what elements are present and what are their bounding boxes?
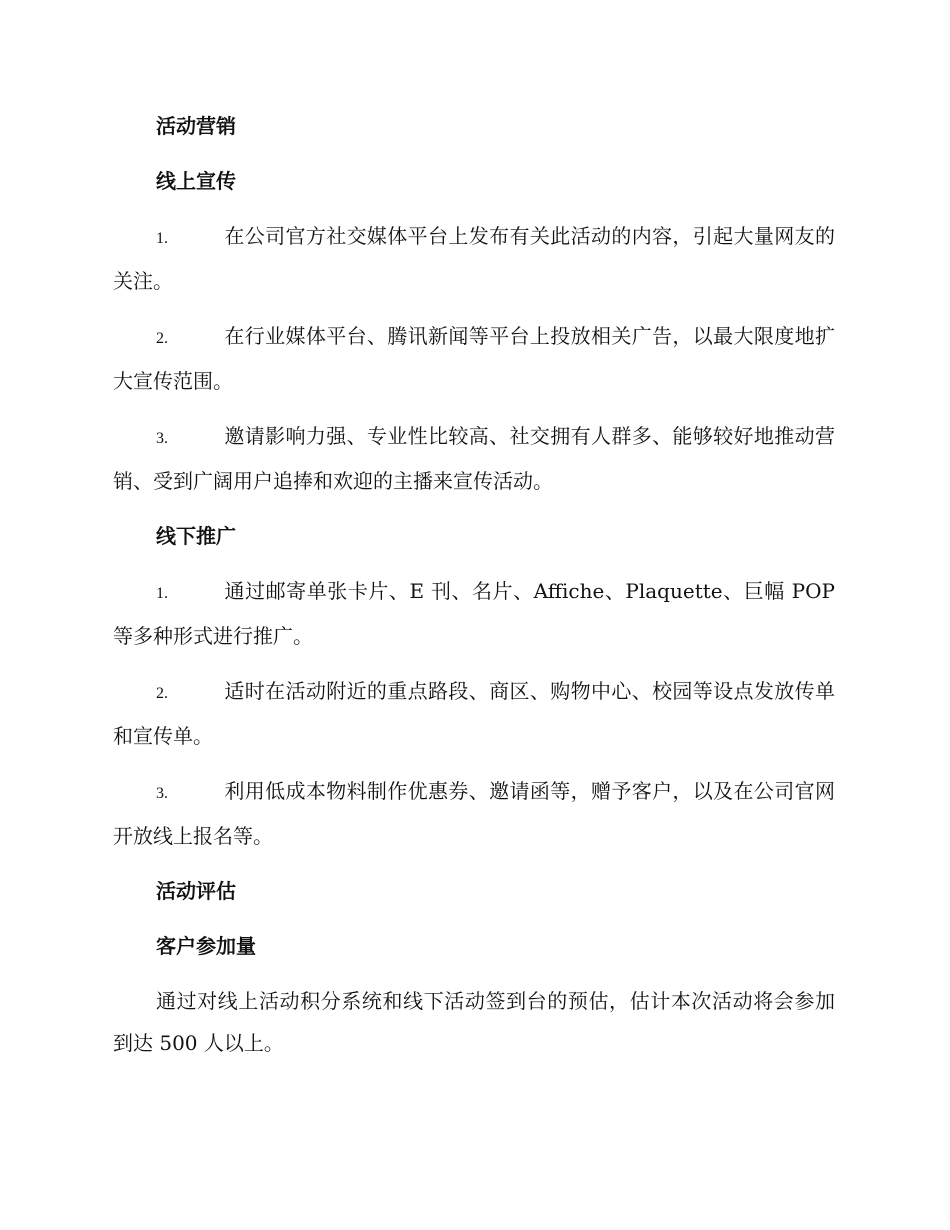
list-number: 2. (156, 685, 168, 702)
body-paragraph: 通过对线上活动积分系统和线下活动签到台的预估，估计本次活动将会参加到达 500 人以上。 (113, 989, 835, 1055)
list-item-text: 适时在活动附近的重点路段、商区、购物中心、校园等设点发放传单和宣传单。 (113, 679, 835, 748)
subheading-online-promotion: 线上宣传 (156, 169, 236, 193)
list-item (113, 670, 835, 757)
list-number: 1. (156, 230, 168, 247)
list-item-text: 邀请影响力强、专业性比较高、社交拥有人群多、能够较好地推动营销、受到广阔用户追捧和欢迎的主播来宣传活动。 (113, 424, 835, 493)
list-item (113, 415, 835, 502)
document-body (113, 105, 835, 1077)
subheading-customer-participation: 客户参加量 (156, 934, 256, 958)
list-item (113, 570, 835, 657)
subheading-offline-promotion: 线下推广 (156, 524, 236, 548)
list-item (113, 215, 835, 302)
list-item-text: 利用低成本物料制作优惠券、邀请函等，赠予客户，以及在公司官网开放线上报名等。 (113, 779, 835, 848)
list-number: 2. (156, 330, 168, 347)
list-number: 3. (156, 430, 168, 447)
section-heading-activity-evaluation: 活动评估 (156, 879, 236, 903)
list-item-text: 在公司官方社交媒体平台上发布有关此活动的内容，引起大量网友的关注。 (113, 224, 835, 293)
list-item-text: 通过邮寄单张卡片、E 刊、名片、Affiche、Plaquette、巨幅 POP 等多种形式进行推广。 (113, 579, 835, 648)
list-item-text: 在行业媒体平台、腾讯新闻等平台上投放相关广告，以最大限度地扩大宣传范围。 (113, 324, 835, 393)
section-heading-activity-marketing: 活动营销 (156, 114, 236, 138)
list-number: 3. (156, 785, 168, 802)
list-number: 1. (156, 585, 168, 602)
list-item (113, 315, 835, 402)
list-item (113, 770, 835, 857)
